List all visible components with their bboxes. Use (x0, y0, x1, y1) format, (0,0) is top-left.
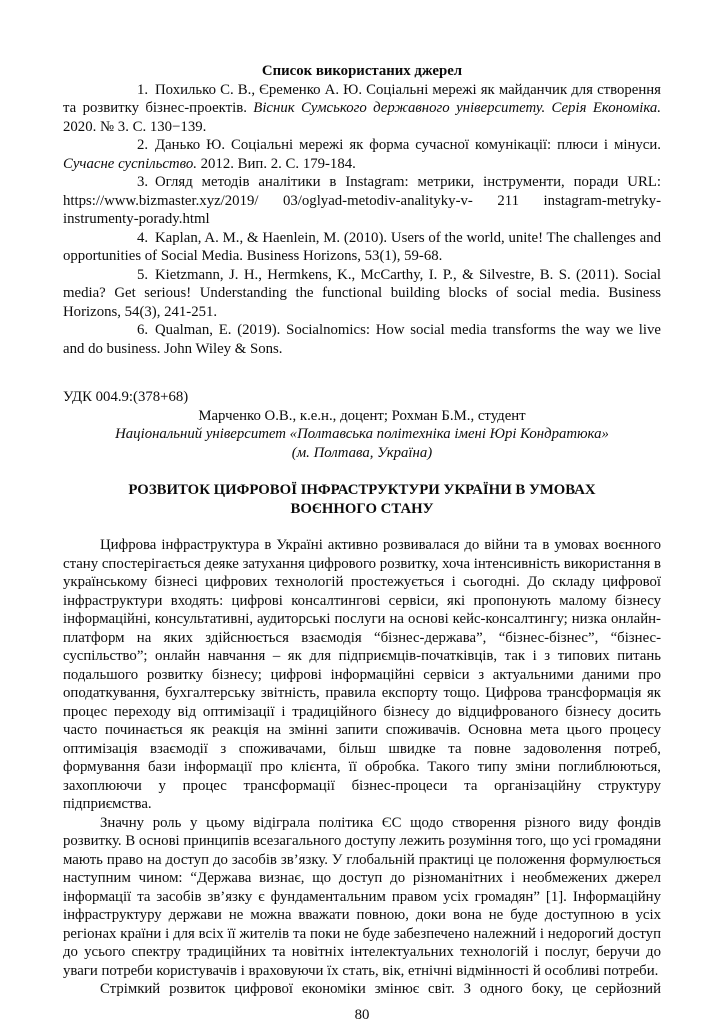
references-heading: Список використаних джерел (261, 63, 463, 79)
reference-item (63, 229, 661, 266)
authors-line: Марченко О.В., к.е.н., доцент; Рохман Б.М., студент (198, 407, 526, 424)
reference-text: Огляд методів аналітики в Instagram: метрики, інструменти, поради URL: https://www.bizmaster.xyz/2019/ 03/oglyad-metodiv-analityky-v- 211 instagram-metryky-instrumenty-porady.html (63, 174, 661, 227)
reference-number: 6. (137, 322, 149, 338)
reference-number: 2. (137, 137, 149, 153)
article-title-line-2: ВОЄННОГО СТАНУ (290, 500, 434, 517)
body-paragraph: Стрімкий розвиток цифрової економіки змінює світ. З одного боку, це серйозний (100, 981, 661, 997)
reference-number: 4. (137, 229, 149, 246)
article-title-line-1: РОЗВИТОК ЦИФРОВОЇ ІНФРАСТРУКТУРИ УКРАЇНИ В УМОВАХ (128, 482, 596, 498)
location-line: (м. Полтава, Україна) (291, 444, 433, 461)
body-paragraph: Цифрова інфраструктура в Україні активно розвивалася до війни та в умовах воєнного стану спостерігається деяке затухання цифрового розвитку, хоча інтенсивність використання в українському бізнесі цифрових технологій простежується і сьогодні. До складу цифрової інфраструктури входять: цифрові консалтингові сервіси, які пропонують малому бізнесу інформаційні, консультативні, аудиторські послуги на основі кейс-консалтингу; низка онлайн-платформ на яких здійснюється взаємодія “бізнес-держава”, “бізнес-бізнес”, “бізнес-суспільство”; онлайн навчання – як для підприємців-початківців, так і з типових питань подальшого розвитку бізнесу; цифрові інформаційні сервіси з актуальними даними про оподаткування, бухгалтерську звітність, правила експорту тощо. Цифрова трансформація як процес переходу від оптимізації і традиційного бізнесу до відцифрованого бізнесу досить часто починається як реакція на змінні запити споживачів. Основна мета цього процесу оптимізація взаємодії з споживачами, більш швидке та повне задоволення потреб, формування бази інформації про клієнта, її обробка. Такого типу зміни поглиблюються, захоплюючи у процес трансформації бізнес-процеси та організаційну структуру підприємства. (63, 537, 661, 812)
reference-number: 1. (137, 81, 149, 98)
reference-item (63, 266, 661, 322)
reference-text: Похилько С. В., Єременко А. Ю. Соціальні мережі як майданчик для створення та розвитку бізнес-проектів. Вісник Сумського державного університету. Серія Економіка. 2020. № 3. С. 130−139. (63, 81, 661, 135)
reference-number: 3. (137, 174, 149, 190)
udc-code: УДК 004.9:(378+68) (63, 389, 189, 405)
reference-item (63, 173, 661, 229)
reference-text: Qualman, E. (2019). Socialnomics: How social media transforms the way we live and do business. John Wiley & Sons. (63, 322, 661, 357)
page-number: 80 (354, 1006, 370, 1023)
body-paragraph: Значну роль у цьому відіграла політика ЄС щодо створення різного виду фондів розвитку. В основі принципів всезагального доступу лежить розуміння того, що усі громадяни мають право на доступ до засобів зв’язку. У глобальній практиці це положення формулюється наступним чином: “Держава визнає, що доступ до різноманітних і необмежених джерел інформації та засобів зв’язку є фундаментальним правом усіх громадян” [1]. Інформаційну інфраструктуру держави не можна вважати повною, доки вона не буде доступною в усіх регіонах країни і для всіх її жителів та поки не буде забезпечено належний і недорогий доступ до усього спектру традиційних та новітніх інтелектуальних технологій і послуг, беручи до уваги потреби користувачів і враховуючи їх стать, вік, етнічні відмінності й особливі потреби. (63, 814, 661, 979)
reference-item (63, 321, 661, 358)
affiliation-line: Національний університет «Полтавська політехніка імені Юрі Кондратюка» (115, 426, 609, 442)
reference-text: Kietzmann, J. H., Hermkens, K., McCarthy, I. P., & Silvestre, B. S. (2011). Social media? Get serious! Understanding the functional building blocks of social media. Business Horizons, 54(3), 241-251. (63, 266, 661, 320)
reference-text: Данько Ю. Соціальні мережі як форма сучасної комунікації: плюси і мінуси. Сучасне суспільство. 2012. Вип. 2. С. 179-184. (63, 137, 661, 172)
reference-number: 5. (137, 266, 149, 283)
reference-item (63, 136, 661, 173)
reference-text: Kaplan, A. M., & Haenlein, M. (2010). Users of the world, unite! The challenges and opportunities of Social Media. Business Horizons, 53(1), 59-68. (63, 229, 661, 264)
reference-item (63, 81, 661, 137)
article-title (63, 481, 661, 518)
